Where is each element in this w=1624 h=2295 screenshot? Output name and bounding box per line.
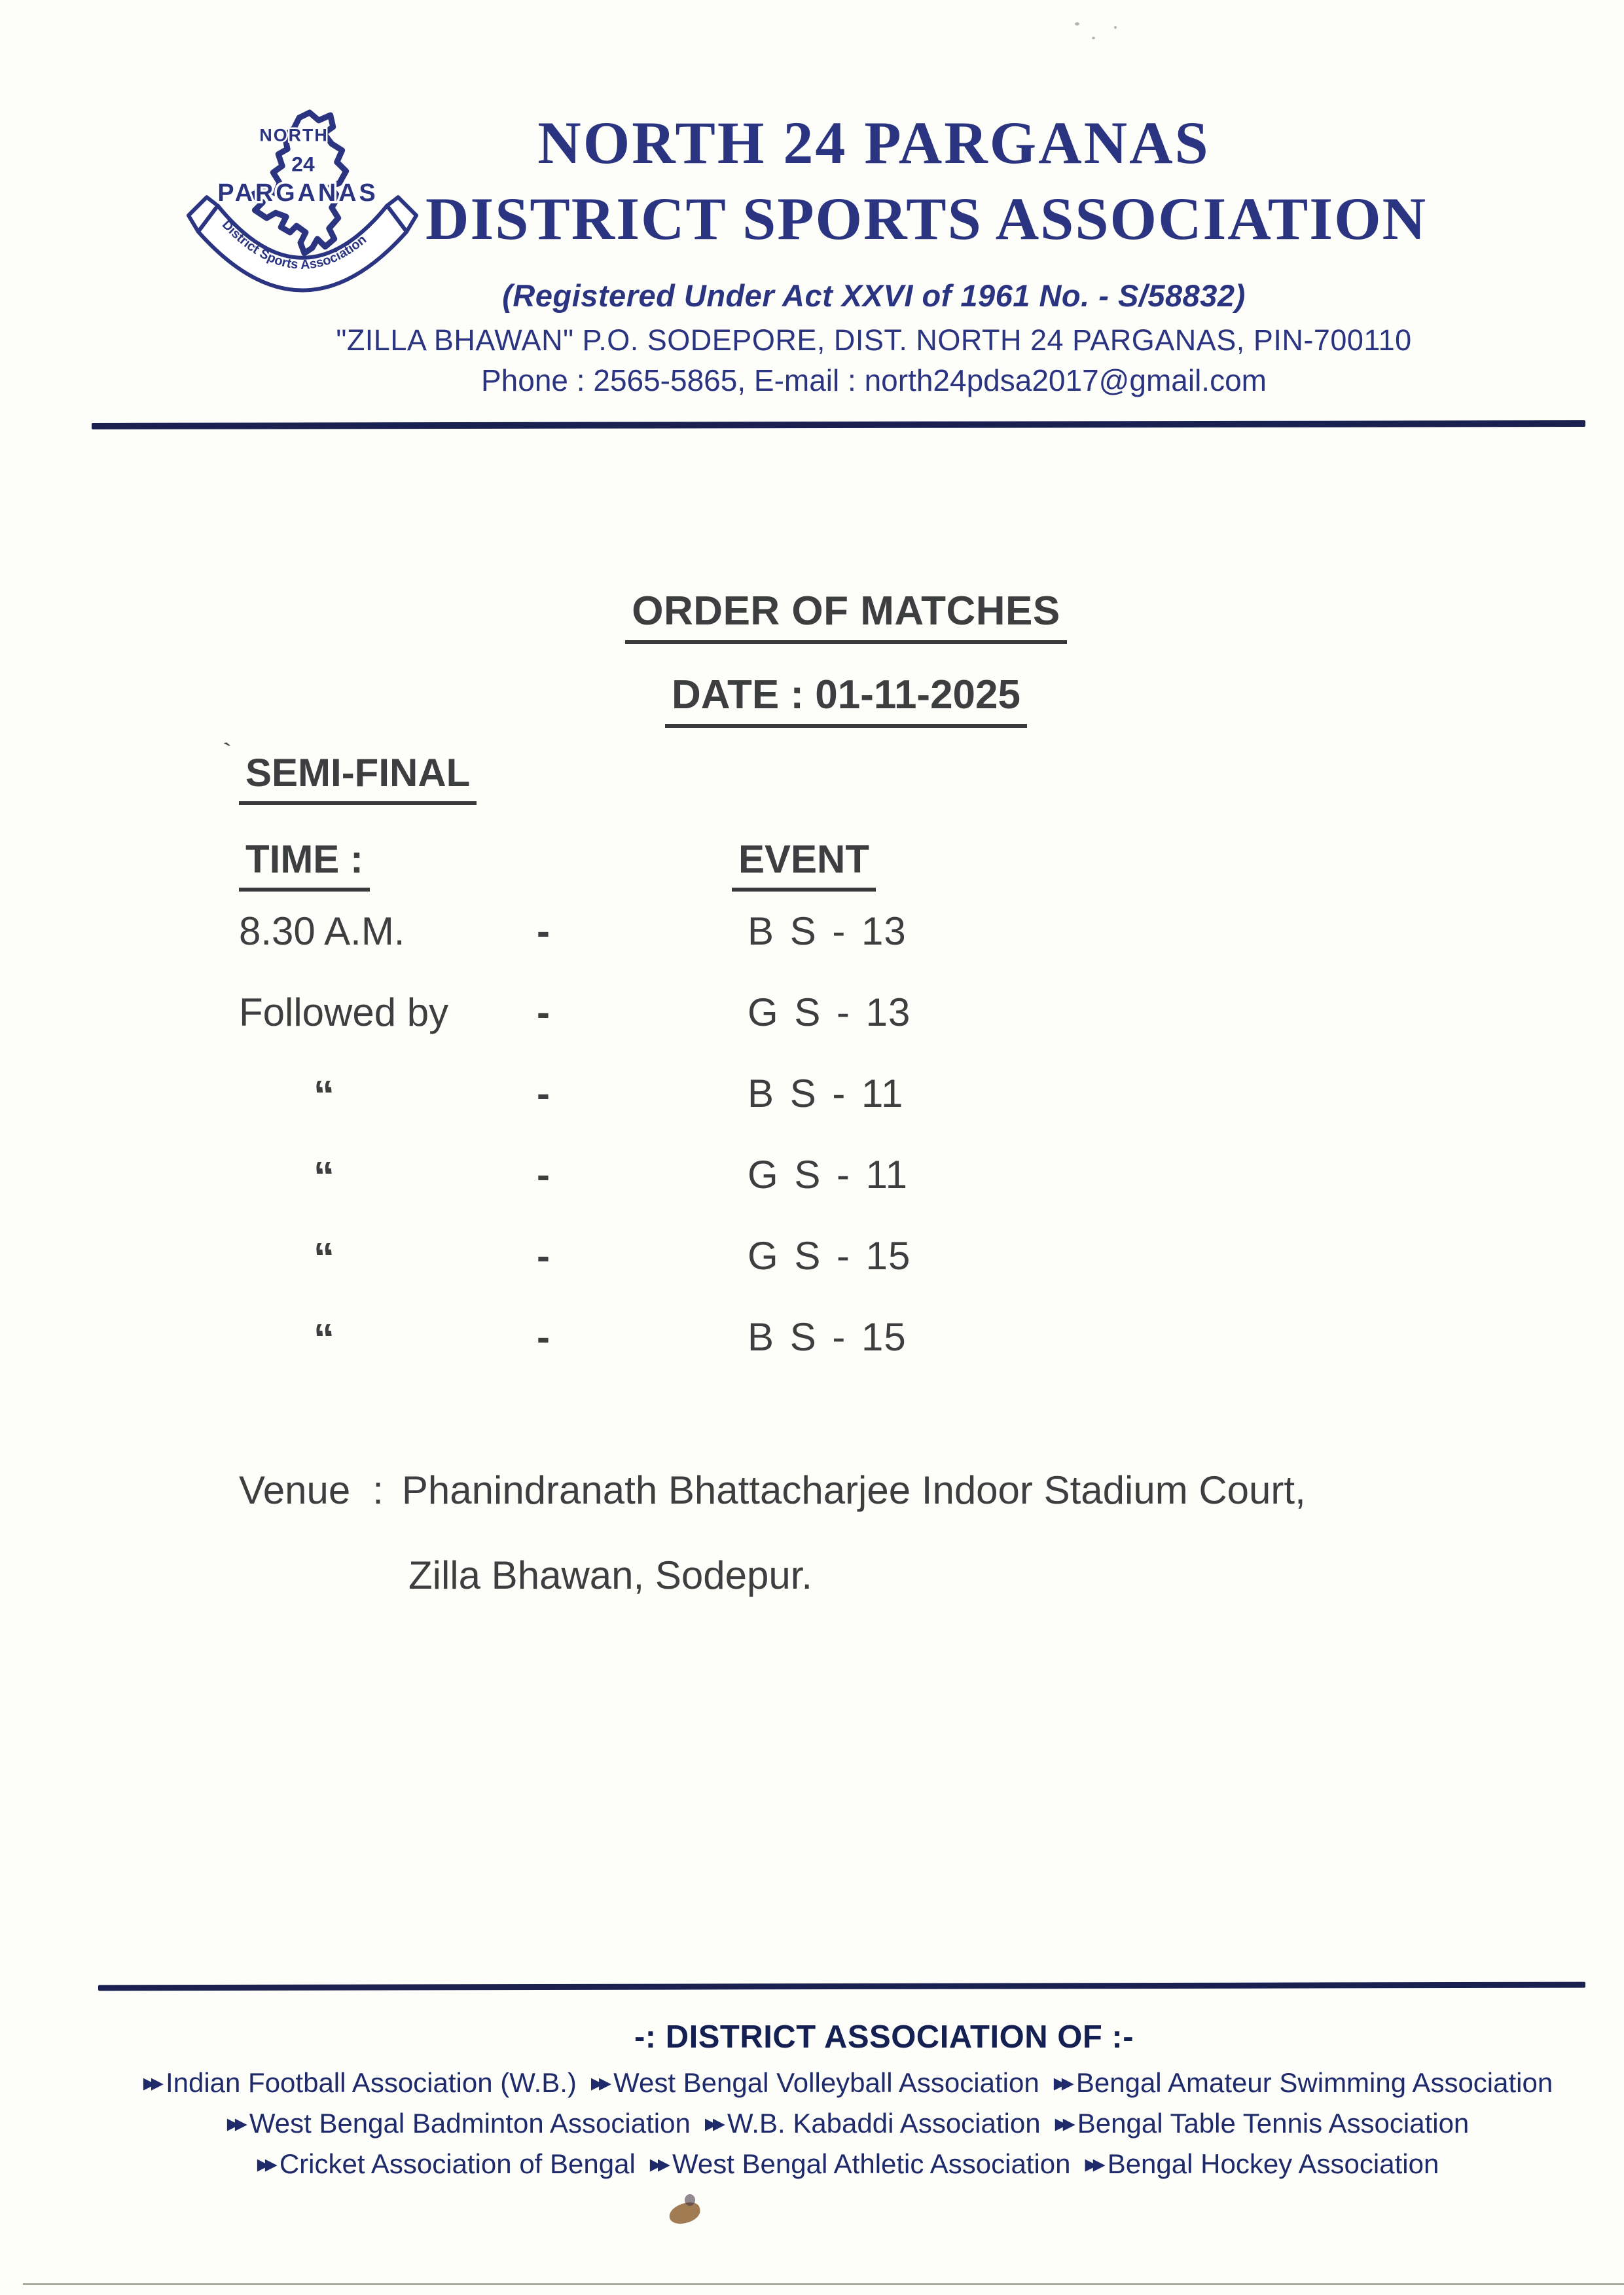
match-time: Followed by [239, 990, 449, 1034]
match-date-text: DATE : 01-11-2025 [665, 672, 1027, 728]
address-line: "ZILLA BHAWAN" P.O. SODEPORE, DIST. NORTH 24 PARGANAS, PIN-700110 [336, 323, 1412, 357]
document-title-text: ORDER OF MATCHES [625, 588, 1066, 644]
footer-heading: -: DISTRICT ASSOCIATION OF :- [634, 2019, 1134, 2055]
association-name: West Bengal Badminton Association [249, 2108, 691, 2139]
scan-speck [1114, 26, 1117, 29]
ditto-mark: “ [312, 1234, 338, 1281]
double-arrow-icon: ▸▸ [704, 2110, 721, 2137]
match-row [0, 1071, 1624, 1130]
association-name: Bengal Table Tennis Association [1077, 2108, 1470, 2139]
separator-dash: - [537, 1153, 550, 1197]
association-name: Cricket Association of Bengal [279, 2148, 636, 2179]
association-name: West Bengal Volleyball Association [613, 2067, 1039, 2098]
separator-dash: - [537, 990, 550, 1034]
header-divider [92, 420, 1585, 429]
scan-speck [1075, 22, 1079, 26]
association-line [0, 2148, 1624, 2180]
association-item [257, 2148, 636, 2179]
venue-line1 [239, 1468, 1306, 1513]
ditto-mark: “ [312, 1153, 338, 1200]
scan-smudge [667, 2200, 702, 2226]
double-arrow-icon: ▸▸ [1085, 2150, 1101, 2178]
association-item [1055, 2108, 1470, 2139]
venue-line2: Zilla Bhawan, Sodepur. [408, 1553, 813, 1597]
ditto-mark: “ [312, 1315, 338, 1362]
match-row [0, 1233, 1624, 1292]
association-item [650, 2148, 1071, 2179]
logo-label-parganas: PARGANAS [217, 179, 378, 208]
venue-colon: : [372, 1468, 384, 1512]
double-arrow-icon: ▸▸ [1055, 2110, 1071, 2137]
double-arrow-icon: ▸▸ [649, 2150, 666, 2178]
document-title [0, 588, 1624, 644]
double-arrow-icon: ▸▸ [257, 2150, 273, 2178]
match-event: B S - 11 [748, 1072, 904, 1115]
double-arrow-icon: ▸▸ [590, 2069, 607, 2097]
association-item [143, 2067, 577, 2098]
association-name: Bengal Amateur Swimming Association [1075, 2067, 1553, 2098]
org-name-line1: NORTH 24 PARGANAS [537, 109, 1210, 176]
match-event: B S - 13 [748, 909, 907, 953]
association-item [705, 2108, 1041, 2139]
footer-divider [98, 1982, 1585, 1991]
stage-heading [239, 750, 477, 805]
match-event: G S - 13 [748, 990, 911, 1034]
ditto-mark: “ [312, 1072, 338, 1119]
scan-edge-line [23, 2283, 1624, 2285]
match-row [0, 1152, 1624, 1211]
association-item [1054, 2067, 1553, 2098]
contact-line: Phone : 2565-5865, E-mail : north24pdsa2017@gmail.com [481, 363, 1267, 397]
venue-label: Venue [239, 1468, 351, 1512]
match-date [0, 672, 1624, 728]
logo-banner-text: District Sports Association [219, 217, 370, 272]
association-logo-badge [182, 97, 423, 360]
match-time: 8.30 A.M. [239, 909, 405, 953]
column-header-time [239, 837, 370, 892]
match-row [0, 909, 1624, 967]
separator-dash: - [537, 1072, 550, 1115]
association-item [1085, 2148, 1439, 2179]
double-arrow-icon: ▸▸ [226, 2110, 243, 2137]
double-arrow-icon: ▸▸ [1053, 2069, 1070, 2097]
separator-dash: - [537, 909, 550, 953]
separator-dash: - [537, 1315, 550, 1359]
registration-line: (Registered Under Act XXVI of 1961 No. - S/58832) [502, 278, 1246, 313]
org-name-line2: DISTRICT SPORTS ASSOCIATION [425, 185, 1428, 252]
scan-speck [1092, 37, 1095, 39]
association-name: Indian Football Association (W.B.) [165, 2067, 577, 2098]
double-arrow-icon: ▸▸ [143, 2069, 159, 2097]
venue-text: Phanindranath Bhattacharjee Indoor Stadium Court, [401, 1468, 1306, 1512]
association-name: W.B. Kabaddi Association [727, 2108, 1041, 2139]
logo-label-north: NORTH [259, 125, 329, 145]
column-header-event [732, 837, 876, 892]
scan-tick-mark: ` [221, 738, 238, 768]
association-name: Bengal Hockey Association [1107, 2148, 1439, 2179]
match-row [0, 1314, 1624, 1373]
association-line [0, 2108, 1624, 2139]
column-header-event-text: EVENT [732, 837, 876, 892]
match-row [0, 990, 1624, 1049]
column-header-time-text: TIME : [239, 837, 370, 892]
scan-smudge-small [685, 2194, 695, 2206]
association-item [227, 2108, 691, 2139]
match-event: B S - 15 [748, 1315, 907, 1359]
stage-heading-text: SEMI-FINAL [239, 750, 477, 805]
separator-dash: - [537, 1234, 550, 1278]
match-event: G S - 15 [748, 1234, 911, 1278]
logo-label-24: 24 [291, 152, 315, 176]
association-item [591, 2067, 1039, 2098]
association-line [0, 2067, 1624, 2099]
match-event: G S - 11 [748, 1153, 908, 1197]
association-name: West Bengal Athletic Association [672, 2148, 1071, 2179]
